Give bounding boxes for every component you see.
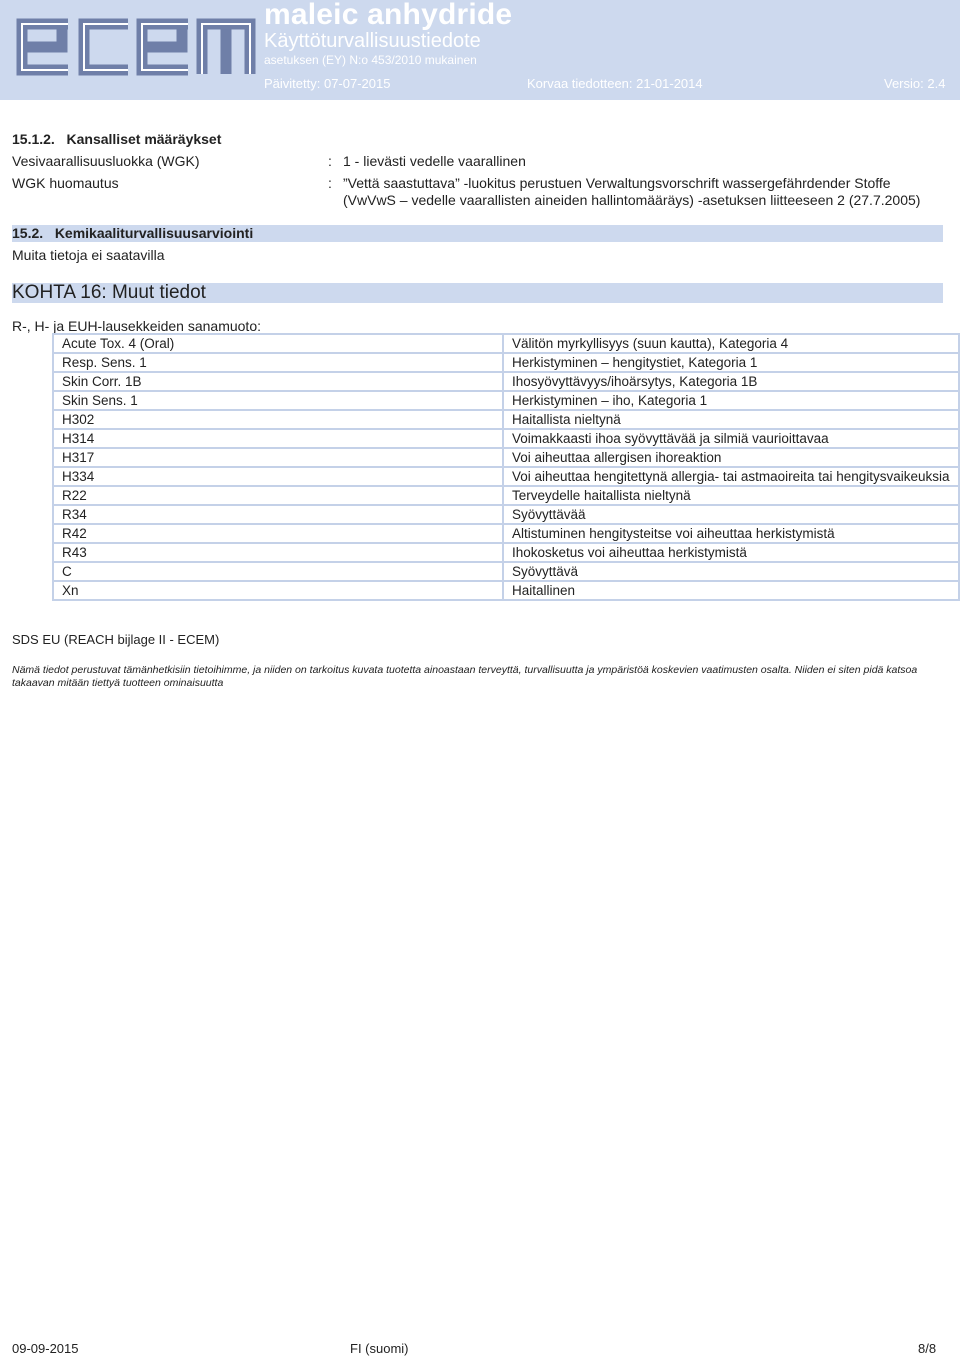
sds-label: SDS EU (REACH bijlage II - ECEM) — [12, 632, 220, 647]
table-row — [53, 372, 959, 391]
section-16-title: KOHTA 16: Muut tiedot — [12, 282, 206, 303]
wgk-note-line-2: (VwVwS – vedelle vaarallisten aineiden hallintomääräys) -asetuksen liitteeseen 2 (27.7.2005) — [343, 192, 921, 208]
phrases-label: R-, H- ja EUH-lausekkeiden sanamuoto: — [12, 318, 261, 334]
version-label: Versio: 2.4 — [884, 76, 946, 91]
regulation-note: asetuksen (EY) N:o 453/2010 mukainen — [264, 53, 477, 67]
phrase-text: Voimakkaasti ihoa syövyttävää ja silmiä vaurioittavaa — [503, 429, 959, 448]
phrase-text: Voi aiheuttaa hengitettynä allergia- tai astmaoireita tai hengitysvaikeuksia — [503, 467, 959, 486]
section-15-1-2-heading — [12, 131, 221, 147]
phrase-text: Herkistyminen – hengitystiet, Kategoria 1 — [503, 353, 959, 372]
wgk-note-line-1: ”Vettä saastuttava” -luokitus perustuen Verwaltungsvorschrift wassergefährdender Stoffe — [343, 175, 891, 191]
wgk-separator: : — [328, 153, 332, 169]
phrase-code: Xn — [53, 581, 503, 600]
table-row — [53, 353, 959, 372]
phrase-code: Acute Tox. 4 (Oral) — [53, 334, 503, 353]
section-title: Kemikaaliturvallisuusarviointi — [54, 225, 254, 241]
wgk-note-separator: : — [328, 175, 332, 191]
document-subtitle: Käyttöturvallisuustiedote — [264, 30, 481, 52]
updated-date: Päivitetty: 07-07-2015 — [264, 76, 391, 91]
phrase-text: Syövyttävää — [503, 505, 959, 524]
table-row — [53, 562, 959, 581]
phrase-text: Herkistyminen – iho, Kategoria 1 — [503, 391, 959, 410]
no-data-text: Muita tietoja ei saatavilla — [12, 247, 165, 263]
footer-date: 09-09-2015 — [12, 1341, 79, 1356]
table-row — [53, 581, 959, 600]
table-row — [53, 505, 959, 524]
table-row — [53, 410, 959, 429]
wgk-label: Vesivaarallisuusluokka (WGK) — [12, 153, 200, 169]
section-15-2-heading — [12, 225, 253, 241]
phrase-code: Skin Corr. 1B — [53, 372, 503, 391]
table-row — [53, 524, 959, 543]
phrase-code: C — [53, 562, 503, 581]
phrase-code: H302 — [53, 410, 503, 429]
disclaimer: Nämä tiedot perustuvat tämänhetkisiin tietoihimme, ja niiden on tarkoitus kuvata tuotetta ainoastaan terveyttä, turvallisuutta ja ympäristöä koskevien vaatimusten osalta. Niiden ei siten pidä katsoa takaavan mitään tiettyä tuotteen ominaisuutta — [12, 664, 918, 689]
table-row — [53, 543, 959, 562]
svg-text:ecem: ecem — [132, 80, 136, 81]
phrase-code: Resp. Sens. 1 — [53, 353, 503, 372]
phrase-text: Haitallista nieltynä — [503, 410, 959, 429]
phrase-text: Ihokosketus voi aiheuttaa herkistymistä — [503, 543, 959, 562]
section-number: 15.2. — [12, 225, 44, 241]
footer-page: 8/8 — [918, 1341, 937, 1356]
table-row — [53, 429, 959, 448]
phrase-text: Terveydelle haitallista nieltynä — [503, 486, 959, 505]
phrase-code: R34 — [53, 505, 503, 524]
table-row — [53, 334, 959, 353]
table-row — [53, 448, 959, 467]
ecem-logo — [12, 4, 256, 82]
phrase-code: R43 — [53, 543, 503, 562]
phrase-code: H317 — [53, 448, 503, 467]
phrase-code: R22 — [53, 486, 503, 505]
table-row — [53, 467, 959, 486]
phrase-text: Haitallinen — [503, 581, 959, 600]
phrase-code: H334 — [53, 467, 503, 486]
phrase-text: Ihosyövyttävyys/ihoärsytys, Kategoria 1B — [503, 372, 959, 391]
phrase-text: Syövyttävä — [503, 562, 959, 581]
phrase-text: Voi aiheuttaa allergisen ihoreaktion — [503, 448, 959, 467]
table-row — [53, 486, 959, 505]
wgk-value: 1 - lievästi vedelle vaarallinen — [343, 153, 526, 169]
phrase-text: Altistuminen hengitysteitse voi aiheuttaa herkistymistä — [503, 524, 959, 543]
phrase-code: H314 — [53, 429, 503, 448]
phrases-table — [52, 333, 960, 601]
phrase-code: Skin Sens. 1 — [53, 391, 503, 410]
phrase-text: Välitön myrkyllisyys (suun kautta), Kategoria 4 — [503, 334, 959, 353]
document-title: maleic anhydride — [264, 0, 513, 31]
replaces-date: Korvaa tiedotteen: 21-01-2014 — [527, 76, 703, 91]
wgk-note-label: WGK huomautus — [12, 175, 119, 191]
footer-language: FI (suomi) — [350, 1341, 409, 1356]
table-row — [53, 391, 959, 410]
phrase-code: R42 — [53, 524, 503, 543]
section-title: Kansalliset määräykset — [66, 131, 222, 147]
section-number: 15.1.2. — [12, 131, 55, 147]
